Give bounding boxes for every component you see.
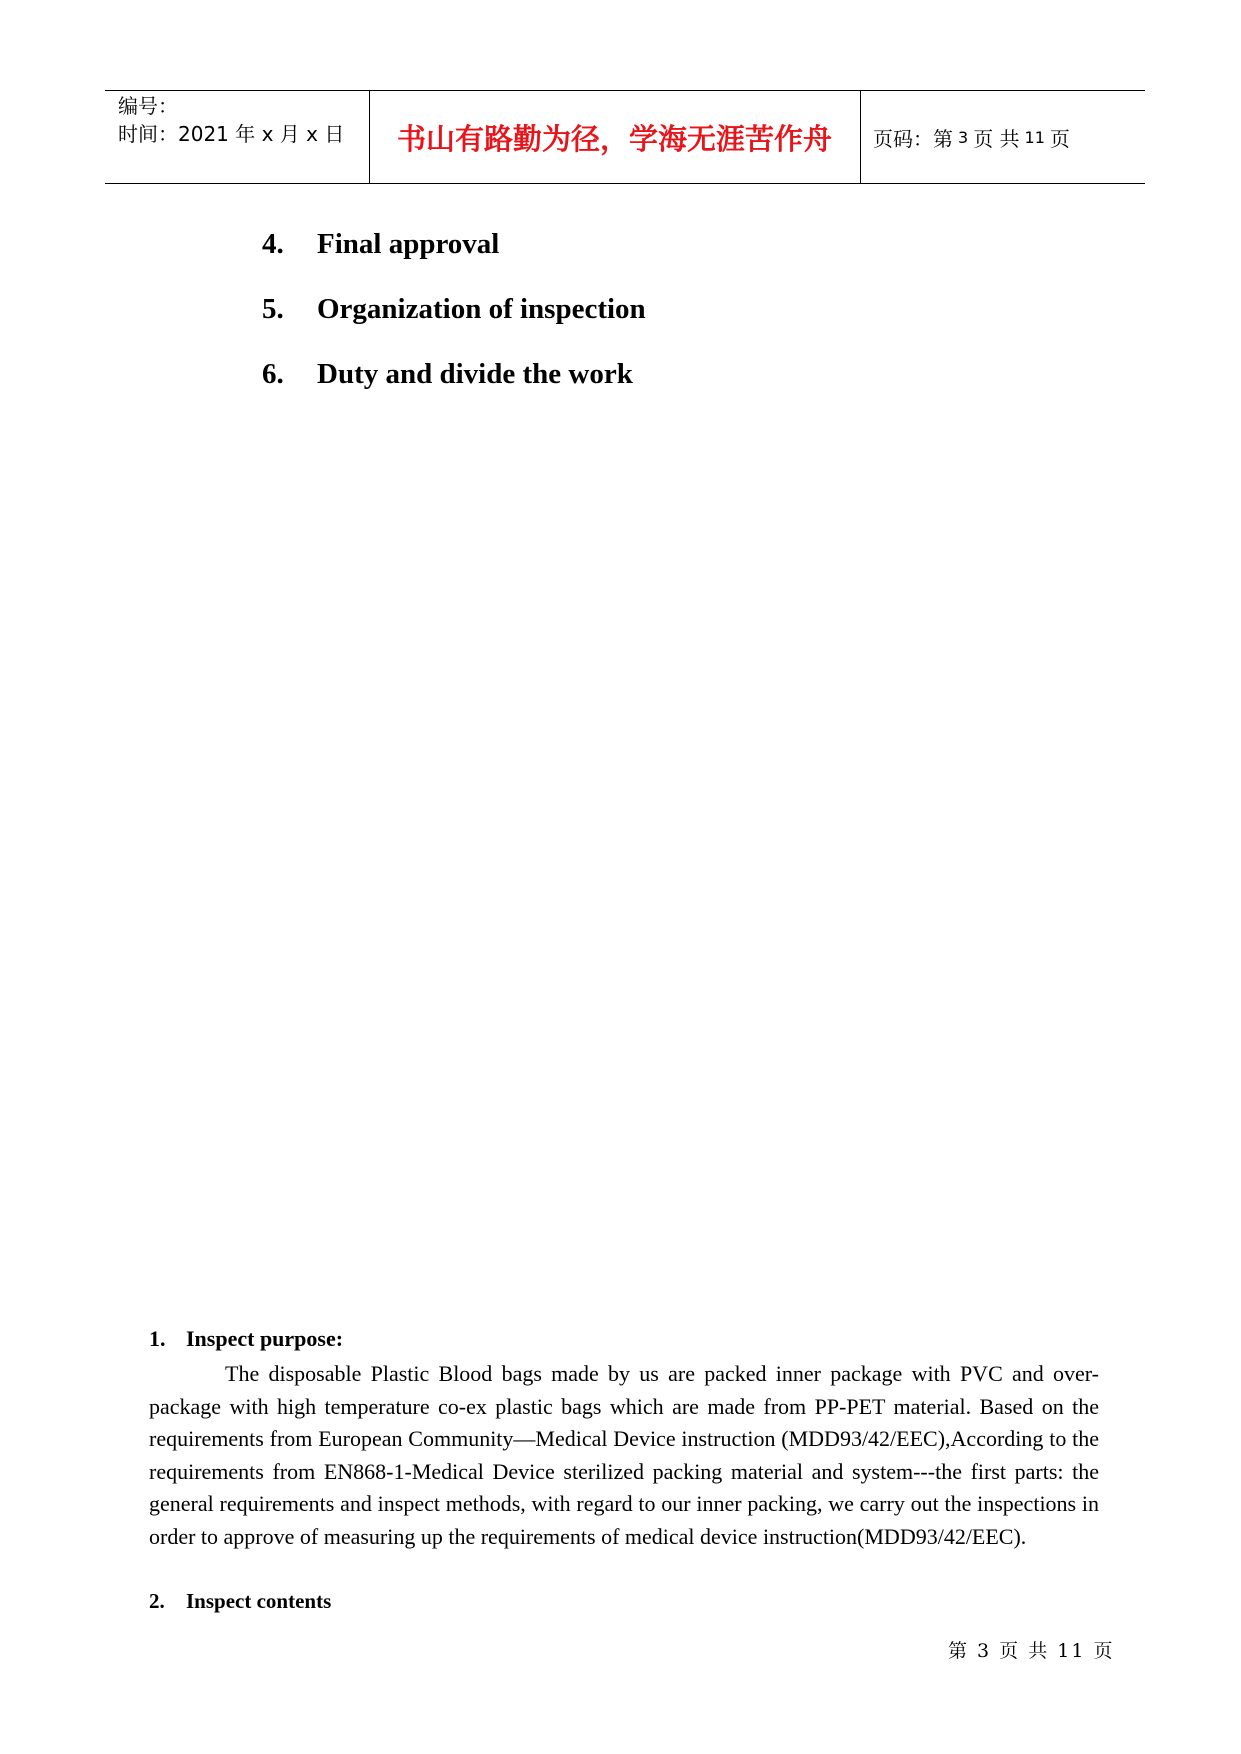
heading-organization-of-inspection [262, 293, 646, 326]
heading-duty-and-divide-the-work [262, 358, 633, 391]
section-title-text: Inspect contents [186, 1589, 332, 1613]
page-total: 11 [1024, 127, 1045, 147]
header-page-indicator [873, 90, 1070, 184]
section-title-text: Inspect purpose: [186, 1326, 344, 1351]
page-footer: 第 3 页 共 11 页 [948, 1640, 1115, 1662]
inspect-purpose-paragraph: The disposable Plastic Blood bags made by us are packed inner package with PVC and over-package with high temperature co-ex plastic bags which are made from PP-PET material. Based on the requirements from European Community—Medical Device instruction (MDD93/42/EEC),According to the requirements from EN868-1-Medical Device sterilized packing material and system---the first parts: the general requirements and inspect methods, with regard to our inner packing, we carry out the inspections in order to approve of measuring up the requirements of medical device instruction(MDD93/42/EEC). [149, 1361, 1099, 1549]
document-number-label: 编号： [118, 94, 178, 118]
document-date: 时间：2021 年 x 月 x 日 [118, 122, 345, 146]
page-middle: 页 共 [973, 126, 1020, 151]
header-motto: 书山有路勤为径，学海无涯苦作舟 [396, 121, 832, 156]
page-suffix: 页 [1049, 126, 1070, 151]
heading-number: 5. [262, 293, 284, 325]
section-title-inspect-purpose [149, 1326, 343, 1352]
page-prefix: 页码：第 [873, 126, 953, 151]
heading-final-approval [262, 228, 499, 261]
page-current: 3 [958, 127, 969, 147]
section-number: 1. [149, 1326, 166, 1351]
section-title-inspect-contents [149, 1589, 331, 1614]
section-number: 2. [149, 1589, 165, 1613]
heading-number: 4. [262, 228, 284, 260]
heading-text: Final approval [317, 228, 500, 260]
heading-number: 6. [262, 358, 284, 390]
heading-text: Organization of inspection [317, 293, 646, 325]
header-meta [118, 92, 344, 148]
heading-text: Duty and divide the work [317, 358, 633, 390]
header-divider-right [860, 90, 861, 184]
